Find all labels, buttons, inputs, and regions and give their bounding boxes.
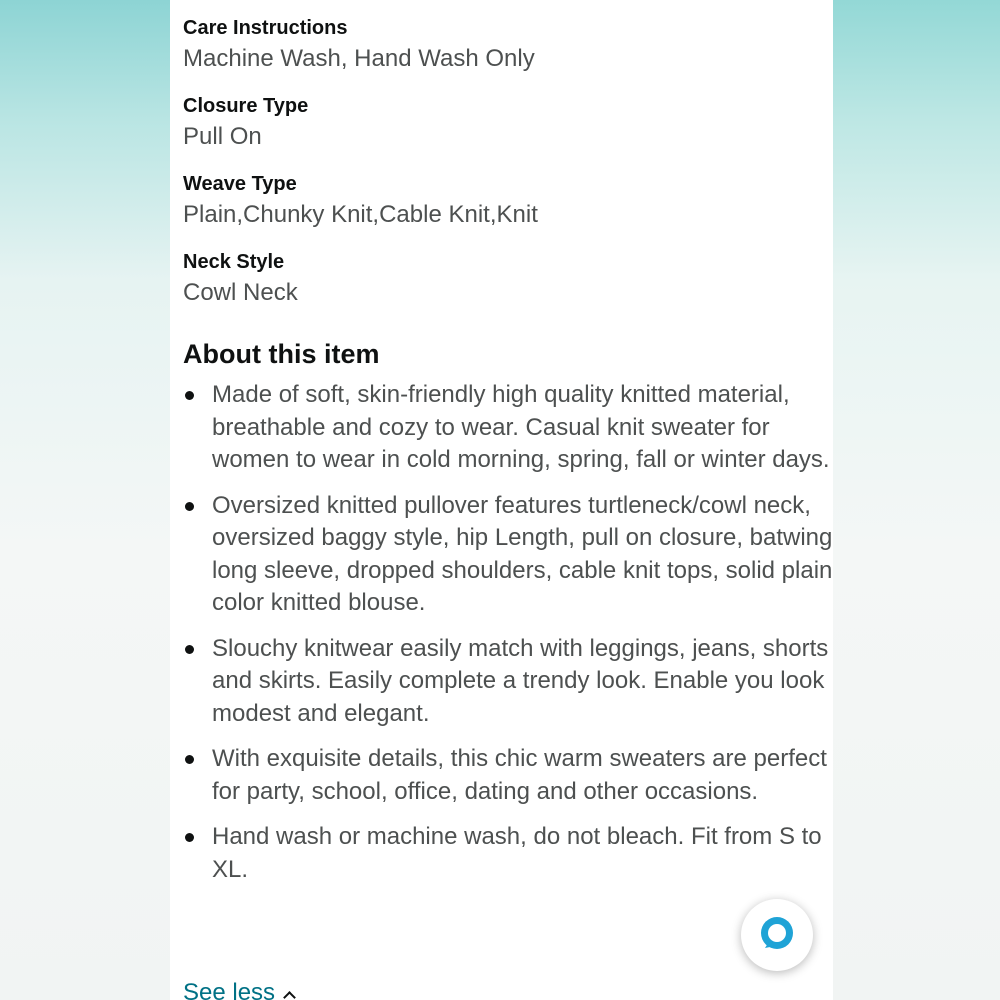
- spec-label: Care Instructions: [183, 17, 348, 39]
- bullet-dot-icon: [185, 833, 194, 842]
- list-item: [183, 633, 833, 731]
- spec-label: Closure Type: [183, 95, 309, 117]
- bullet-dot-icon: [185, 755, 194, 764]
- bullet-dot-icon: [185, 502, 194, 511]
- spec-label: Neck Style: [183, 251, 285, 273]
- bullet-text: Oversized knitted pullover features turtleneck/cowl neck, oversized baggy style, hip Length, pull on closure, batwing long sleeve, dropped shoulders, cable knit tops, solid plain color knitted blouse.: [212, 491, 833, 616]
- list-item: [183, 743, 833, 808]
- bullet-dot-icon: [185, 645, 194, 654]
- chevron-up-icon: [283, 991, 296, 1000]
- alexa-icon: [756, 914, 798, 956]
- spec-value: Cowl Neck: [183, 279, 298, 306]
- see-less-label: See less: [183, 979, 276, 1000]
- spec-value: Plain,Chunky Knit,Cable Knit,Knit: [183, 201, 538, 228]
- spec-weave-type: [183, 172, 538, 230]
- bullet-text: Slouchy knitwear easily match with leggings, jeans, shorts and skirts. Easily complete a trendy look. Enable you look modest and elegant.: [212, 634, 829, 727]
- product-details-panel: [170, 0, 833, 1000]
- background-right: [833, 0, 1000, 1000]
- spec-value: Pull On: [183, 123, 262, 150]
- see-less-link[interactable]: [183, 978, 294, 1000]
- spec-care-instructions: [183, 16, 535, 74]
- bullet-text: Hand wash or machine wash, do not bleach. Fit from S to XL.: [212, 823, 822, 883]
- list-item: [183, 821, 833, 886]
- about-this-item-heading: About this item: [183, 339, 380, 369]
- spec-neck-style: [183, 250, 298, 308]
- spec-label: Weave Type: [183, 173, 297, 195]
- spec-value: Machine Wash, Hand Wash Only: [183, 45, 535, 72]
- bullet-text: With exquisite details, this chic warm sweaters are perfect for party, school, office, dating and other occasions.: [212, 745, 827, 805]
- background-left: [0, 0, 170, 1000]
- bullet-text: Made of soft, skin-friendly high quality knitted material, breathable and cozy to wear. Casual knit sweater for women to wear in cold morning, spring, fall or winter days.: [212, 381, 830, 473]
- bullet-dot-icon: [185, 391, 194, 400]
- spec-closure-type: [183, 94, 308, 152]
- list-item: [183, 490, 833, 620]
- about-bullet-list: [183, 379, 833, 899]
- list-item: [183, 379, 833, 477]
- alexa-button[interactable]: [741, 899, 813, 971]
